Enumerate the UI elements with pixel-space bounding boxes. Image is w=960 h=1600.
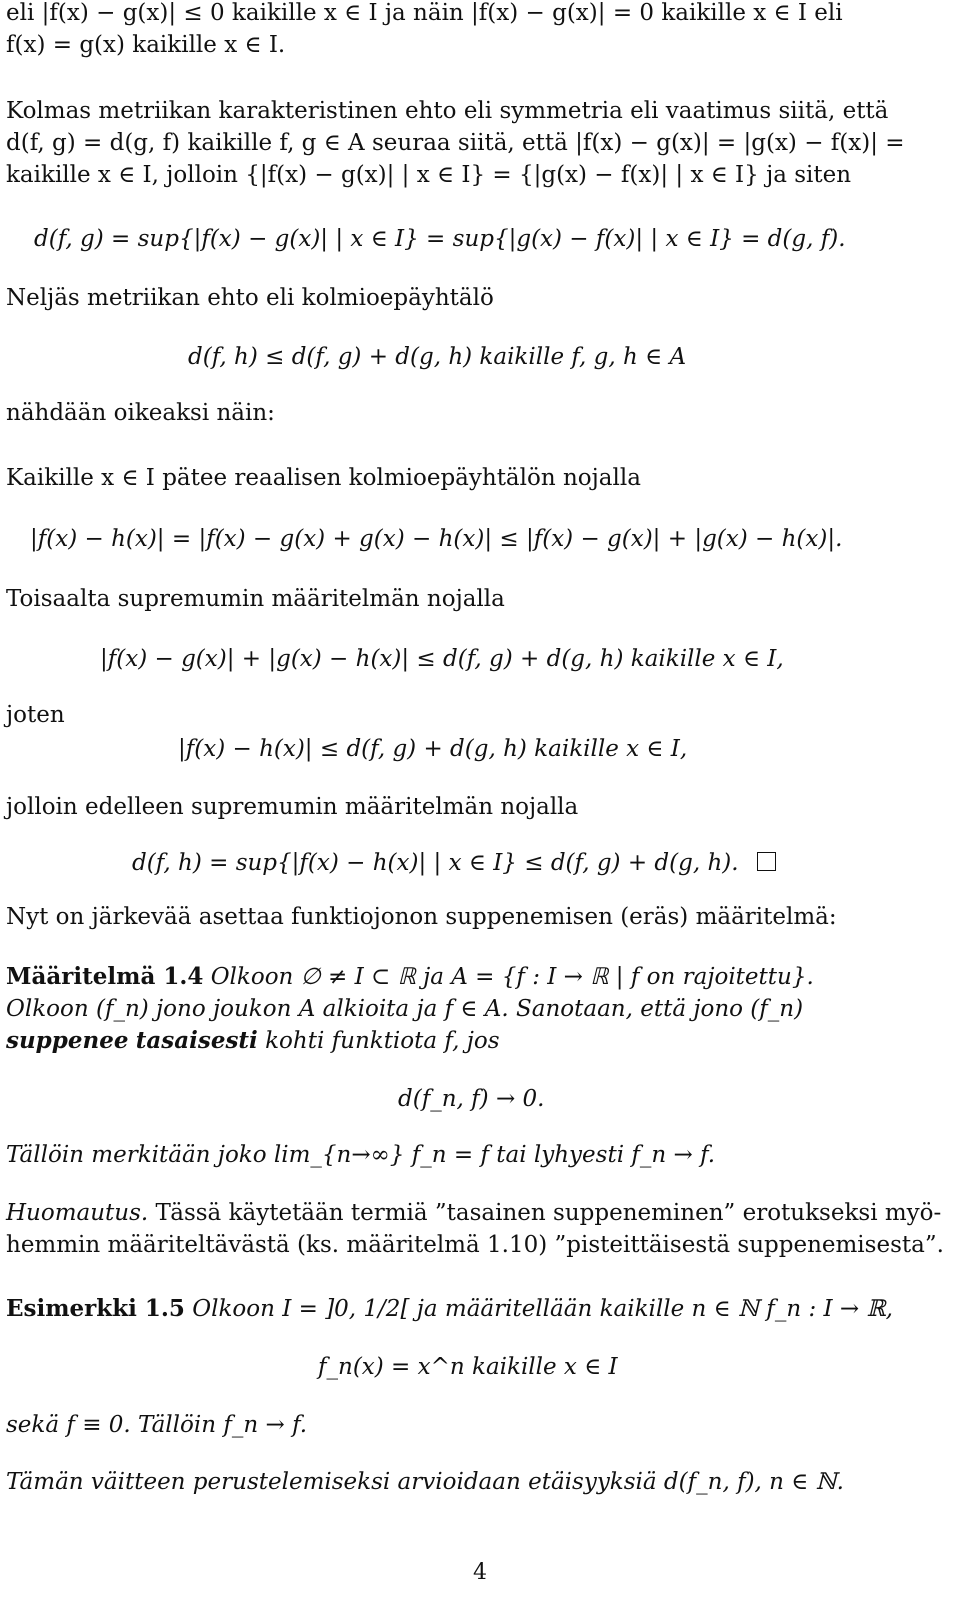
display-equation: |f(x) − h(x)| = |f(x) − g(x) + g(x) − h(x)| ≤ |f(x) − g(x)| + |g(x) − h(x)|. xyxy=(30,526,843,552)
text-line: sekä f ≡ 0. Tällöin f_n → f. xyxy=(6,1412,308,1438)
text-line: kaikille x ∈ I, jolloin {|f(x) − g(x)| | x ∈ I} = {|g(x) − f(x)| | x ∈ I} ja siten xyxy=(6,162,852,188)
remark-line-1: Tässä käytetään termiä ”tasainen suppeneminen” erotukseksi myö- xyxy=(155,1200,942,1226)
example-label: Esimerkki 1.5 xyxy=(6,1295,185,1322)
text-line: Kaikille x ∈ I pätee reaalisen kolmioepäyhtälön nojalla xyxy=(6,465,641,491)
display-equation: d(f, h) ≤ d(f, g) + d(g, h) kaikille f, g, h ∈ A xyxy=(188,344,687,370)
text-line: Nyt on järkevää asettaa funktiojonon suppenemisen (eräs) määritelmä: xyxy=(6,904,837,930)
display-equation: f_n(x) = x^n kaikille x ∈ I xyxy=(318,1354,618,1380)
text-line: joten xyxy=(6,702,65,728)
display-equation: |f(x) − h(x)| ≤ d(f, g) + d(g, h) kaikille x ∈ I, xyxy=(178,736,688,762)
definition-line-3-text: kohti funktiota f, jos xyxy=(265,1028,500,1054)
definition-term-1: suppenee xyxy=(6,1027,129,1054)
text-line: nähdään oikeaksi näin: xyxy=(6,400,275,426)
definition-label: Määritelmä 1.4 xyxy=(6,963,204,990)
text-line: Tämän väitteen perustelemiseksi arvioidaan etäisyyksiä d(f_n, f), n ∈ ℕ. xyxy=(6,1469,844,1495)
remark xyxy=(6,1198,941,1228)
display-equation: d(f, g) = sup{|f(x) − g(x)| | x ∈ I} = sup{|g(x) − f(x)| | x ∈ I} = d(g, f). xyxy=(34,226,846,252)
definition-line-3 xyxy=(6,1026,500,1056)
text-line: Kolmas metriikan karakteristinen ehto eli symmetria eli vaatimus siitä, että xyxy=(6,98,889,124)
definition-after: Tällöin merkitään joko lim_{n→∞} f_n = f tai lyhyesti f_n → f. xyxy=(6,1142,716,1168)
text-line: eli |f(x) − g(x)| ≤ 0 kaikille x ∈ I ja näin |f(x) − g(x)| = 0 kaikille x ∈ I eli xyxy=(6,0,843,26)
definition-line-1: Olkoon ∅ ≠ I ⊂ ℝ ja A = {f : I → ℝ | f on rajoitettu}. xyxy=(210,964,814,990)
definition xyxy=(6,962,814,992)
example xyxy=(6,1294,893,1324)
remark-line-2: hemmin määriteltävästä (ks. määritelmä 1.10) ”pisteittäisestä suppenemisesta”. xyxy=(6,1232,944,1258)
remark-label: Huomautus. xyxy=(6,1200,149,1226)
text-line: jolloin edelleen supremumin määritelmän nojalla xyxy=(6,794,579,820)
text-line: f(x) = g(x) kaikille x ∈ I. xyxy=(6,32,286,58)
qed-box xyxy=(757,852,776,871)
display-equation: d(f_n, f) → 0. xyxy=(398,1086,545,1112)
definition-term-2: tasaisesti xyxy=(135,1027,258,1054)
example-text: Olkoon I = ]0, 1/2[ ja määritellään kaikille n ∈ ℕ f_n : I → ℝ, xyxy=(192,1296,893,1322)
display-equation: d(f, h) = sup{|f(x) − h(x)| | x ∈ I} ≤ d(f, g) + d(g, h). xyxy=(132,848,776,878)
display-equation: |f(x) − g(x)| + |g(x) − h(x)| ≤ d(f, g) + d(g, h) kaikille x ∈ I, xyxy=(100,646,784,672)
definition-line-2: Olkoon (f_n) jono joukon A alkioita ja f ∈ A. Sanotaan, että jono (f_n) xyxy=(6,996,804,1022)
text-line: d(f, g) = d(g, f) kaikille f, g ∈ A seuraa siitä, että |f(x) − g(x)| = |g(x) − f(x)| = xyxy=(6,130,905,156)
page-number: 4 xyxy=(473,1560,487,1585)
text-line: Toisaalta supremumin määritelmän nojalla xyxy=(6,586,505,612)
text-line: Neljäs metriikan ehto eli kolmioepäyhtälö xyxy=(6,285,494,311)
